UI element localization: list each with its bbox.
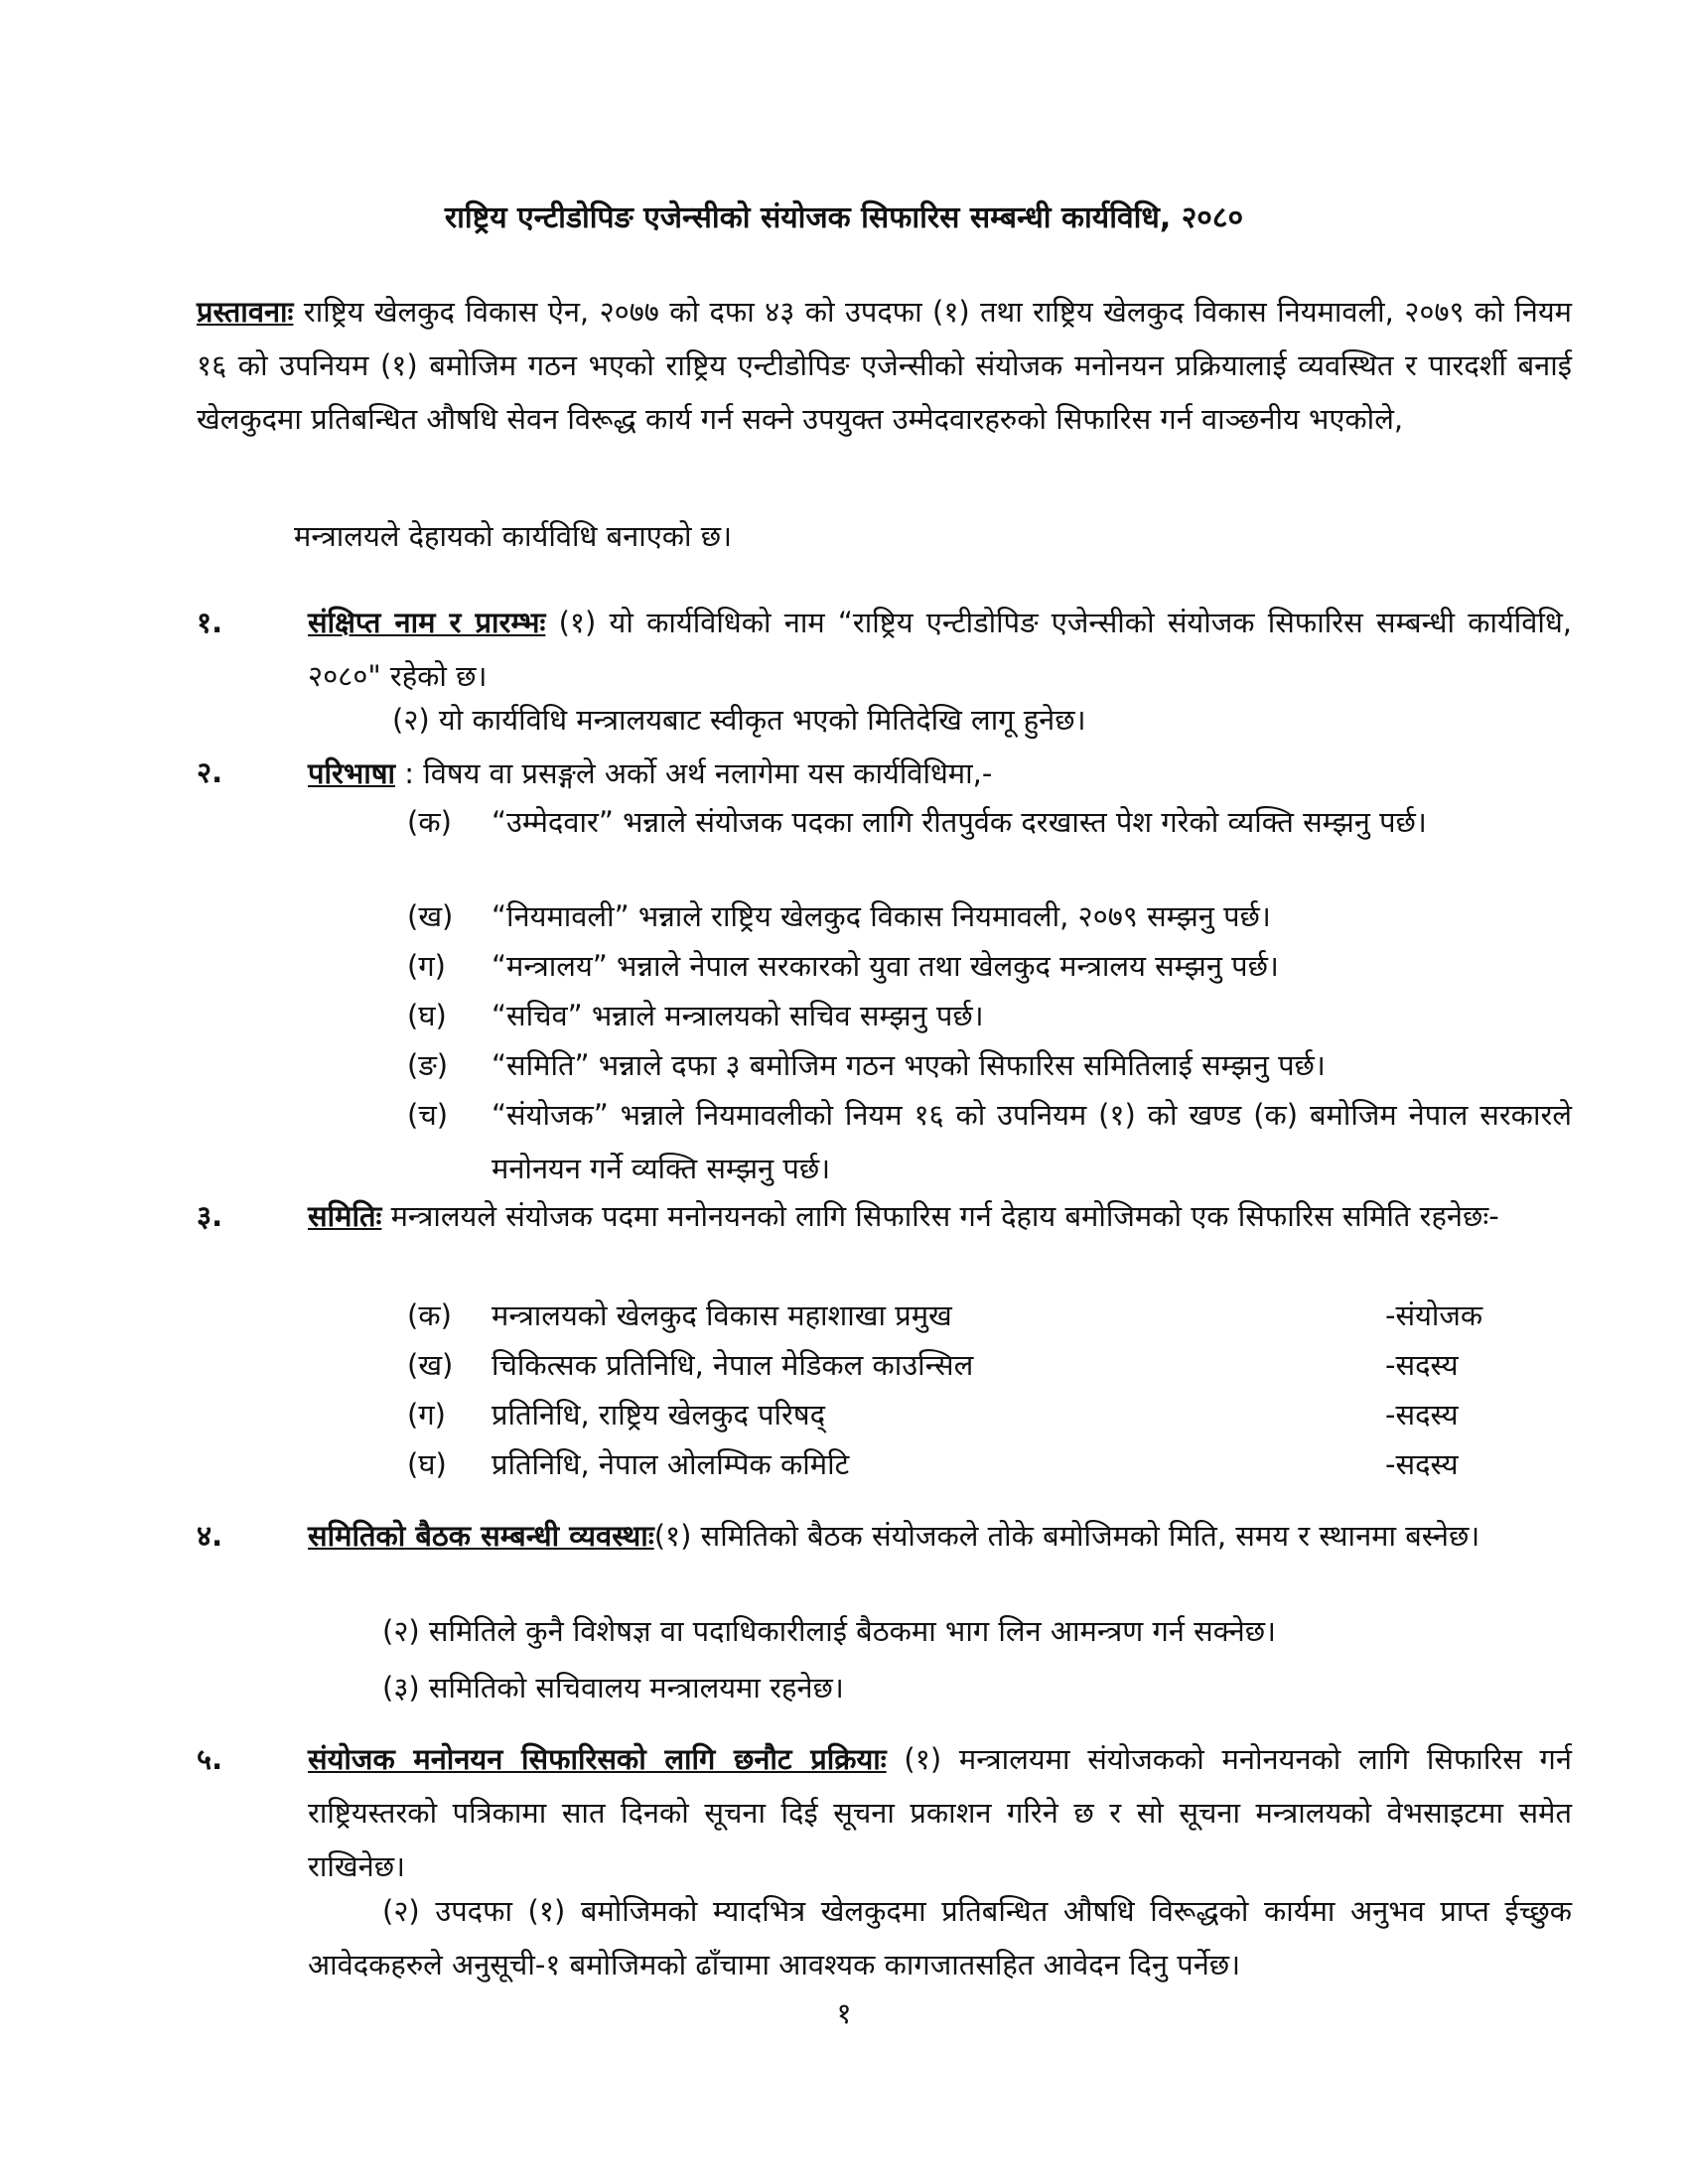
section-4-number: ४. [197, 1519, 223, 1553]
section-3-body [308, 1189, 1572, 1243]
preamble-label: प्रस्तावनाः [197, 295, 294, 329]
definition-label: (क) [407, 805, 452, 839]
section-2-heading: परिभाषा [308, 756, 396, 790]
section-3-heading: समितिः [308, 1199, 382, 1233]
section-5-body [308, 1732, 1572, 1893]
page-number: १ [836, 1996, 852, 2030]
member-name: प्रतिनिधि, राष्ट्रिय खेलकुद परिषद् [492, 1398, 826, 1432]
definition-text: “उम्मेदवार” भन्नाले संयोजक पदका लागि रीतपुर्वक दरखास्त पेश गरेको व्यक्ति सम्झनु पर्छ। [492, 805, 1427, 839]
definition-label: (ख) [407, 899, 454, 933]
section-4-heading: समितिको बैठक सम्बन्धी व्यवस्थाः [308, 1519, 654, 1553]
section-3-number: ३. [197, 1199, 223, 1233]
document-title: राष्ट्रिय एन्टीडोपिङ एजेन्सीको संयोजक सिफारिस सम्बन्धी कार्यविधि, २०८० [444, 201, 1244, 235]
section-1-body [308, 596, 1572, 703]
section-3-text: मन्त्रालयले संयोजक पदमा मनोनयनको लागि सिफारिस गर्न देहाय बमोजिमको एक सिफारिस समिति रहनेछः- [381, 1199, 1499, 1233]
member-role: -संयोजक [1385, 1298, 1483, 1332]
definition-text: “नियमावली” भन्नाले राष्ट्रिय खेलकुद विकास नियमावली, २०७९ सम्झनु पर्छ। [492, 899, 1271, 933]
section-5-heading: संयोजक मनोनयन सिफारिसको लागि छनौट प्रक्रियाः [308, 1742, 887, 1776]
definition-text: “संयोजक” भन्नाले नियमावलीको नियम १६ को उपनियम (१) को खण्ड (क) बमोजिम नेपाल सरकारले मनोनयन गर्ने व्यक्ति सम्झनु पर्छ। [492, 1098, 1572, 1185]
section-4-body [308, 1509, 1572, 1563]
section-2-number: २. [197, 755, 223, 789]
member-label: (ग) [407, 1398, 446, 1432]
definition-label: (च) [407, 1098, 449, 1132]
definition-label: (ग) [407, 949, 446, 983]
section-1-text: (१) यो कार्यविधिको नाम “राष्ट्रिय एन्टीडोपिङ एजेन्सीको संयोजक सिफारिस सम्बन्धी कार्यविधि, २०८०" रहेको छ। [308, 606, 1572, 693]
enactment-clause: मन्त्रालयले देहायको कार्यविधि बनाएको छ। [294, 519, 733, 553]
member-role: -सदस्य [1385, 1348, 1459, 1382]
section-5-number: ५. [197, 1742, 223, 1776]
section-4-subclause-3: (३) समितिको सचिवालय मन्त्रालयमा रहनेछ। [382, 1671, 844, 1705]
section-1-heading: संक्षिप्त नाम र प्रारम्भः [308, 606, 546, 639]
section-5-subclause-2: (२) उपदफा (१) बमोजिमको म्यादभित्र खेलकुदमा प्रतिबन्धित औषधि विरूद्धको कार्यमा अनुभव प्राप्त ईच्छुक आवेदकहरुले अनुसूची-१ बमोजिमको ढाँचामा आवश्यक कागजातसहित आवेदन दिनु पर्नेछ। [308, 1894, 1572, 1981]
member-role: -सदस्य [1385, 1447, 1459, 1481]
preamble [197, 285, 1572, 446]
definition-label: (घ) [407, 999, 447, 1032]
member-name: चिकित्सक प्रतिनिधि, नेपाल मेडिकल काउन्सिल [492, 1348, 974, 1382]
section-1-subclause-2: (२) यो कार्यविधि मन्त्रालयबाट स्वीकृत भएको मितिदेखि लागू हुनेछ। [392, 703, 1086, 737]
section-4-text: (१) समितिको बैठक संयोजकले तोके बमोजिमको मिति, समय र स्थानमा बस्नेछ। [653, 1519, 1480, 1553]
member-label: (ख) [407, 1348, 454, 1382]
member-name: प्रतिनिधि, नेपाल ओलम्पिक कमिटि [492, 1447, 850, 1481]
member-role: -सदस्य [1385, 1398, 1459, 1432]
definition-text: “सचिव” भन्नाले मन्त्रालयको सचिव सम्झनु पर्छ। [492, 999, 984, 1032]
section-1-number: १. [197, 606, 223, 639]
section-2-text: : विषय वा प्रसङ्गले अर्को अर्थ नलागेमा यस कार्यविधिमा,- [395, 756, 993, 790]
definition-text: “मन्त्रालय” भन्नाले नेपाल सरकारको युवा तथा खेलकुद मन्त्रालय सम्झनु पर्छ। [492, 949, 1279, 983]
section-4-subclause-2: (२) समितिले कुनै विशेषज्ञ वा पदाधिकारीलाई बैठकमा भाग लिन आमन्त्रण गर्न सक्नेछ। [382, 1614, 1277, 1648]
definition-text: “समिति” भन्नाले दफा ३ बमोजिम गठन भएको सिफारिस समितिलाई सम्झनु पर्छ। [492, 1048, 1326, 1082]
section-2-body [308, 747, 1572, 800]
member-label: (घ) [407, 1447, 447, 1481]
preamble-text: राष्ट्रिय खेलकुद विकास ऐन, २०७७ को दफा ४३ को उपदफा (१) तथा राष्ट्रिय खेलकुद विकास नियमावली, २०७९ को नियम १६ को उपनियम (१) बमोजिम गठन भएको राष्ट्रिय एन्टीडोपिङ एजेन्सीको संयोजक मनोनयन प्रक्रियालाई व्यवस्थित र पारदर्शी बनाई खेलकुदमा प्रतिबन्धित औषधि सेवन विरूद्ध कार्य गर्न सक्ने उपयुक्त उम्मेदवारहरुको सिफारिस गर्न वाञ्छनीय भएकोले, [197, 295, 1572, 436]
member-name: मन्त्रालयको खेलकुद विकास महाशाखा प्रमुख [492, 1298, 952, 1332]
member-label: (क) [407, 1298, 452, 1332]
section-5-text: (१) मन्त्रालयमा संयोजकको मनोनयनको लागि सिफारिस गर्न राष्ट्रियस्तरको पत्रिकामा सात दिनको सूचना दिई सूचना प्रकाशन गरिने छ र सो सूचना मन्त्रालयको वेभसाइटमा समेत राखिनेछ। [308, 1742, 1572, 1883]
definition-label: (ङ) [407, 1048, 449, 1082]
